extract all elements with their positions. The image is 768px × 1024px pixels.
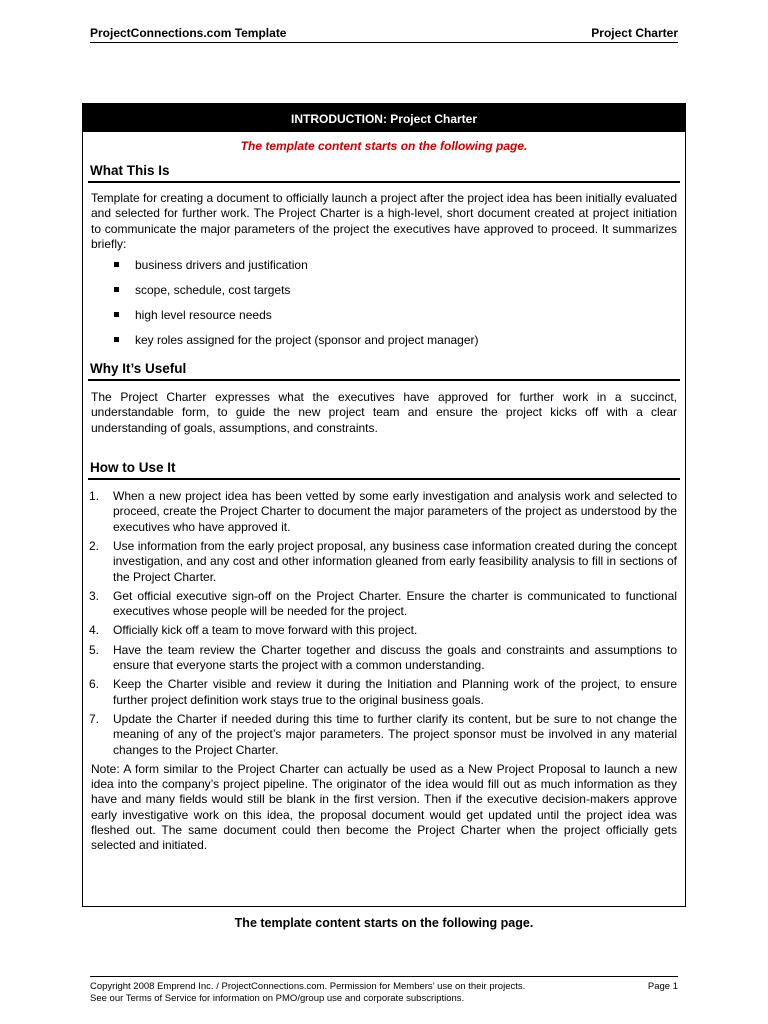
list-item	[83, 258, 685, 283]
list-item	[83, 283, 685, 308]
step-number: 7.	[89, 711, 100, 726]
step-text: Have the team review the Charter together and discuss the goals and constraints and assumptions to ensure that everyone starts the project with a common understanding.	[113, 642, 677, 673]
step-item	[83, 489, 685, 535]
what-this-is-bullets	[83, 258, 685, 358]
step-number: 6.	[89, 677, 100, 692]
bullet-text: high level resource needs	[135, 308, 272, 323]
step-item	[83, 539, 685, 585]
list-item	[83, 308, 685, 333]
step-text: Get official executive sign-off on the Project Charter. Ensure the charter is communicated to functional executives whose people will be needed for the project.	[113, 588, 677, 619]
page-number: Page 1	[647, 981, 678, 992]
step-number: 2.	[89, 538, 100, 553]
step-item	[83, 643, 685, 674]
introduction-title: INTRODUCTION: Project Charter	[83, 104, 685, 132]
step-item	[83, 712, 685, 758]
bullet-text: business drivers and justification	[135, 258, 308, 273]
step-number: 4.	[89, 623, 100, 638]
header-left-title: ProjectConnections.com Template	[90, 26, 287, 40]
bottom-template-note: The template content starts on the following page.	[234, 916, 534, 930]
page-header	[90, 24, 678, 43]
how-to-use-note: Note: A form similar to the Project Charter can actually be used as a New Project Proposal to launch a new idea into the company’s project pipeline. The originator of the idea would fill out as much information as they have and many fields would still be blank in the first version. Then if the executive decision-makers approve early investigative work on this idea, the proposal document would get updated until the project idea was fleshed out. The same document could then become the Project Charter when the project officially gets selected and initiated.	[91, 761, 677, 853]
how-to-use-steps	[83, 489, 685, 758]
page-footer	[90, 976, 678, 1005]
step-text: Officially kick off a team to move forward with this project.	[113, 623, 418, 638]
step-number: 5.	[89, 642, 100, 657]
section-heading-how-to-use: How to Use It	[88, 460, 680, 480]
step-item	[83, 623, 685, 638]
template-start-note: The template content starts on the following page.	[240, 139, 528, 153]
bullet-text: scope, schedule, cost targets	[135, 283, 291, 298]
bullet-square-icon	[114, 287, 119, 292]
bullet-square-icon	[114, 337, 119, 342]
step-text: Update the Charter if needed during this time to further clarify its content, but be sure to not change the meaning of any of the project’s major parameters. The project sponsor must be involved in any material changes to the Project Charter.	[113, 711, 677, 757]
footer-terms: See our Terms of Service for information on PMO/group use and corporate subscriptions.	[90, 993, 465, 1004]
list-item	[83, 333, 685, 358]
step-text: Use information from the early project proposal, any business case information created during the concept investigation, and any cost and other information gleaned from early feasibility analysis to fill in sections of the Project Charter.	[113, 538, 677, 584]
header-right-title: Project Charter	[591, 26, 678, 40]
step-text: When a new project idea has been vetted by some early investigation and analysis work and selected to proceed, create the Project Charter to document the major parameters of the project as understood by the executives who have approved it.	[113, 489, 677, 534]
step-text: Keep the Charter visible and review it during the Initiation and Planning work of the project, to ensure further project definition work stays true to the original business goals.	[113, 677, 677, 707]
bullet-square-icon	[114, 262, 119, 267]
step-item	[83, 589, 685, 620]
step-number: 3.	[89, 588, 100, 603]
section-heading-what-this-is: What This Is	[88, 163, 680, 183]
section-heading-why-useful: Why It’s Useful	[88, 361, 680, 381]
step-number: 1.	[89, 489, 100, 504]
step-item	[83, 677, 685, 708]
bullet-text: key roles assigned for the project (sponsor and project manager)	[135, 333, 479, 348]
footer-copyright: Copyright 2008 Emprend Inc. / ProjectConnections.com. Permission for Members’ use on their projects.	[90, 981, 526, 992]
what-this-is-body: Template for creating a document to officially launch a project after the project idea has been initially evaluated and selected for further work. The Project Charter is a high-level, short document created at project initiation to communicate the major parameters of the project the executives have approved to proceed. It summarizes briefly:	[91, 191, 677, 251]
why-useful-body: The Project Charter expresses what the executives have approved for further work in a succinct, understandable form, to guide the new project team and ensure the project kicks off with a clear understanding of goals, assumptions, and constraints.	[91, 390, 677, 435]
introduction-box	[82, 103, 686, 907]
bullet-square-icon	[114, 312, 119, 317]
